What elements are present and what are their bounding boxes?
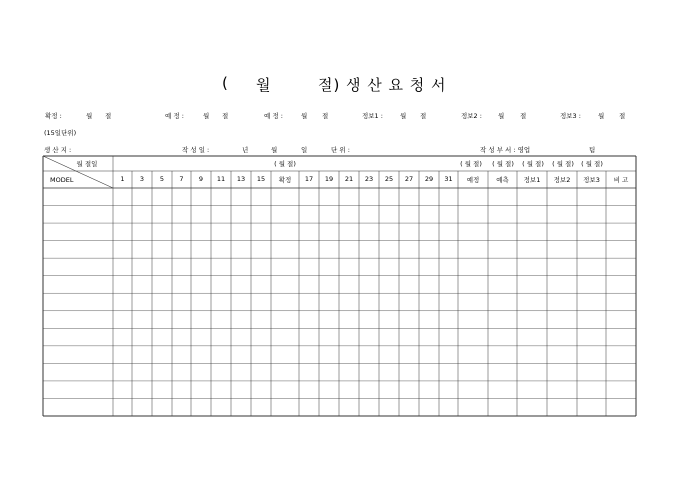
column-header-23: 비 고 — [613, 176, 629, 184]
written-year: 년 — [242, 146, 249, 154]
column-header-16: 29 — [424, 175, 434, 183]
column-header-1: 1 — [120, 175, 125, 183]
forecast-b-month: 월 — [301, 112, 308, 120]
unit-note: (15일단위) — [44, 129, 77, 137]
column-header-9: 확정 — [278, 176, 292, 184]
info1-month: 월 — [400, 112, 407, 120]
column-header-15: 27 — [404, 175, 414, 183]
column-header-14: 25 — [384, 175, 394, 183]
column-header-2: 3 — [139, 175, 145, 183]
title-period: 절) — [318, 76, 341, 94]
dept-label: 작 성 부 서 : 영업 — [480, 146, 531, 154]
column-header-11: 19 — [324, 175, 334, 183]
unit-label: 단 위 : — [331, 146, 350, 154]
info1-label: 정보1 : — [362, 112, 383, 120]
column-header-13: 23 — [364, 175, 374, 183]
confirm-period: 절 — [105, 112, 112, 120]
team-label: 팀 — [589, 146, 596, 154]
forecast-a-period: 절 — [222, 112, 229, 120]
column-header-5: 9 — [198, 175, 204, 183]
info3-period: 절 — [619, 112, 626, 120]
info2-period: 절 — [520, 112, 527, 120]
column-header-18: 예정 — [466, 176, 480, 184]
forecast-b-label: 예 정 : — [264, 112, 283, 120]
forecast-a-label: 예 정 : — [165, 112, 184, 120]
title-month: 월 — [256, 76, 272, 94]
column-header-8: 15 — [256, 175, 266, 183]
column-header-10: 17 — [304, 175, 314, 183]
group-header-5: ( 월 절) — [581, 160, 603, 168]
corner-model-label: MODEL — [50, 176, 74, 184]
group-header-days: ( 월 절) — [274, 160, 296, 168]
column-header-19: 예측 — [496, 176, 509, 184]
title-open-paren: ( — [222, 74, 229, 92]
confirm-month: 월 — [86, 112, 93, 120]
written-month: 월 — [271, 146, 278, 154]
group-header-3: ( 월 절) — [522, 160, 544, 168]
written-date-label: 작 성 일 : — [182, 146, 210, 154]
column-header-20: 정보1 — [523, 176, 541, 184]
column-header-4: 7 — [179, 175, 184, 183]
forecast-a-month: 월 — [203, 112, 210, 120]
written-day: 일 — [301, 146, 308, 154]
forecast-b-period: 절 — [322, 112, 329, 120]
column-header-3: 5 — [159, 175, 165, 183]
confirm-label: 확정 : — [45, 112, 62, 120]
producer-label: 생 산 지 : — [44, 146, 72, 154]
column-header-6: 11 — [216, 175, 226, 183]
column-header-7: 13 — [236, 175, 246, 183]
info3-label: 정보3 : — [560, 112, 581, 120]
column-header-21: 정보2 — [553, 176, 571, 184]
info1-period: 절 — [420, 112, 427, 120]
group-header-2: ( 월 절) — [492, 160, 514, 168]
group-header-1: ( 월 절) — [460, 160, 482, 168]
column-header-22: 정보3 — [583, 176, 600, 184]
info3-month: 월 — [598, 112, 605, 120]
group-header-4: ( 월 절) — [552, 160, 574, 168]
corner-period-label: 월 절일 — [76, 160, 98, 168]
column-header-17: 31 — [444, 175, 453, 183]
info2-label: 정보2 : — [461, 112, 482, 120]
info2-month: 월 — [498, 112, 505, 120]
page-title: 생 산 요 청 서 — [346, 76, 447, 94]
column-header-12: 21 — [344, 175, 354, 183]
